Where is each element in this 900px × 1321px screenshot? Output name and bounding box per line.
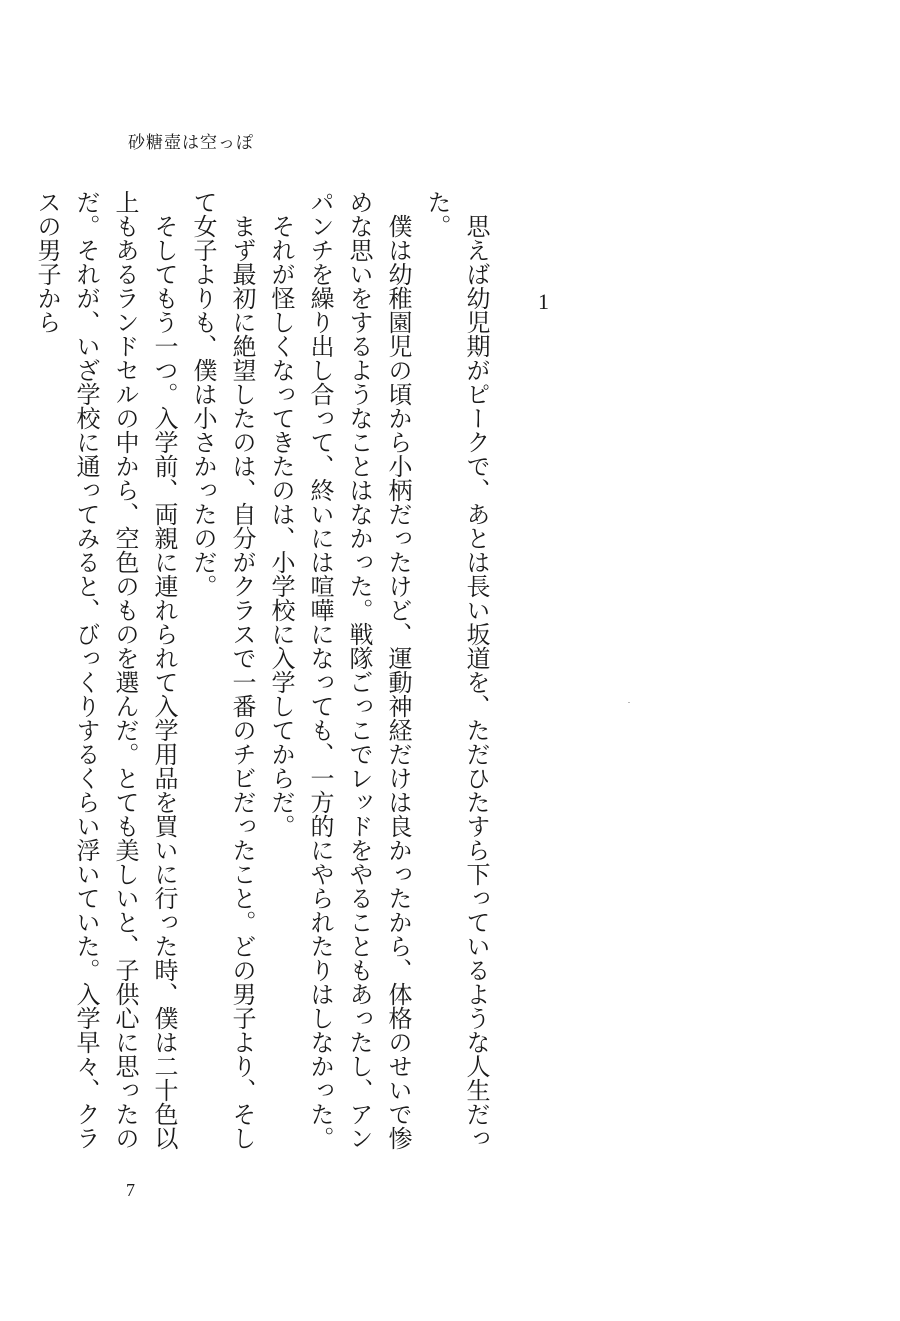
chapter-number: 1 (538, 289, 549, 314)
running-header-book-title: 砂糖壺は空っぽ (128, 133, 254, 153)
body-text (27, 190, 495, 1165)
paragraph: まず最初に絶望したのは、自分がクラスで一番のチビだったこと。どの男子より、そして女子よりも、僕は小さかったのだ。 (189, 190, 256, 1150)
page-number: 7 (126, 1180, 135, 1200)
paragraph: 僕は幼稚園児の頃から小柄だったけど、運動神経だけは良かったから、体格のせいで惨めな思いをするようなことはなかった。戦隊ごっこでレッドをやることもあったし、アンパンチを繰り出し合って、終いには喧嘩になっても、一方的にやられたりはしなかった。 (306, 190, 412, 1150)
paragraph: そしてもう一つ。入学前、両親に連れられて入学用品を買いに行った時、僕は二十色以上もあるランドセルの中から、空色のものを選んだ。とても美しいと、子供心に思ったのだ。それが、いざ学校に通ってみると、びっくりするくらい浮いていた。入学早々、クラスの男子から (33, 190, 178, 1150)
paragraph: 思えば幼児期がピークで、あとは長い坂道を、ただひたすら下っているような人生だった。 (423, 190, 490, 1150)
paragraph: それが怪しくなってきたのは、小学校に入学してからだ。 (267, 214, 295, 838)
print-speck (628, 702, 630, 703)
